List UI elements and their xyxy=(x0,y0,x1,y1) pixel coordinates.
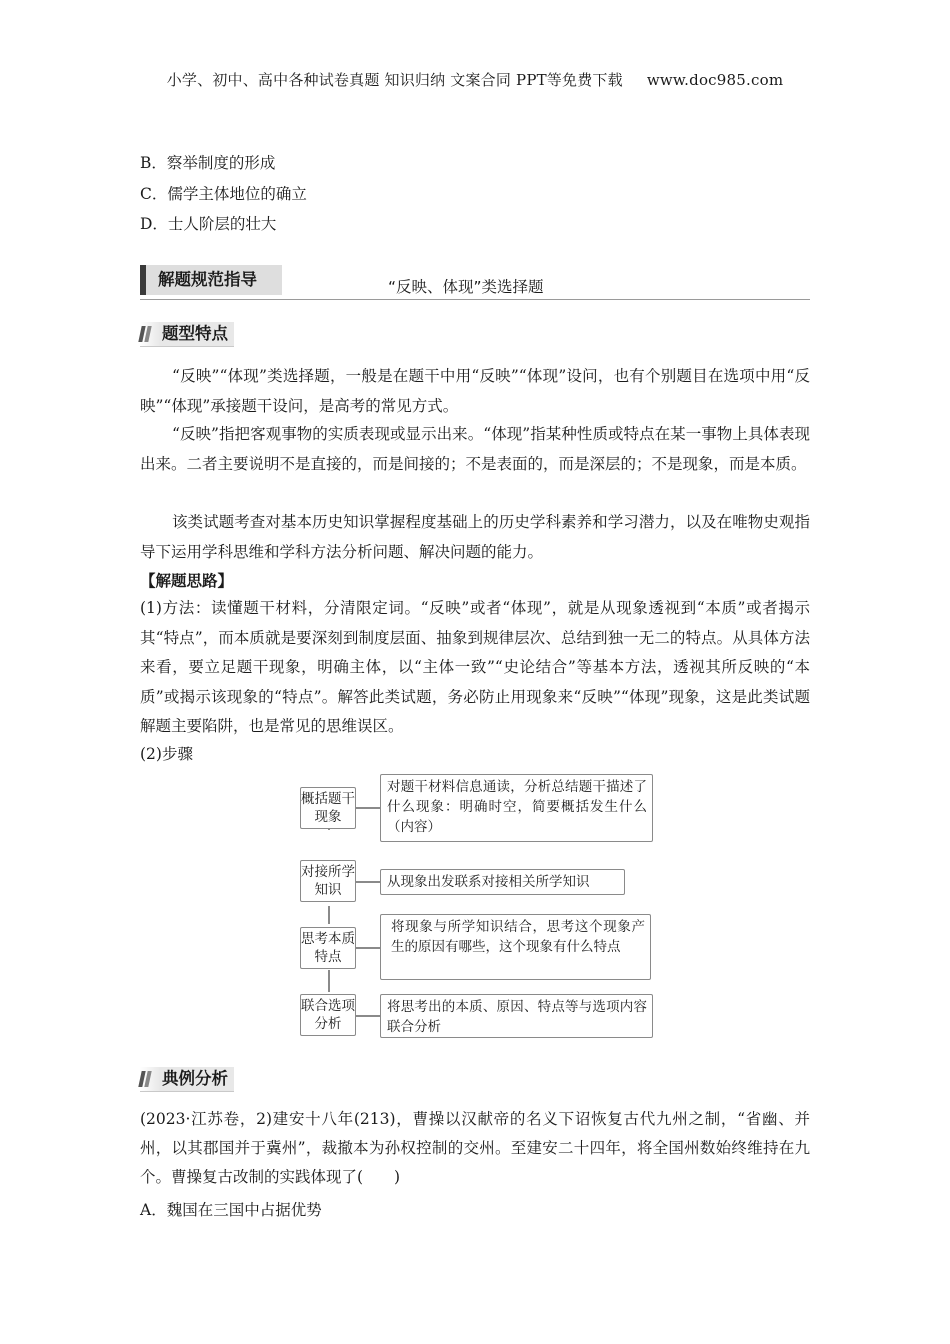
type-features-heading-text: 题型特点 xyxy=(162,324,228,343)
option-b: B．察举制度的形成 xyxy=(140,154,276,172)
flow-node-3: 思考本质特点 xyxy=(300,927,356,969)
example-heading-text: 典例分析 xyxy=(162,1069,228,1088)
feature-paragraph-1: “反映”“体现”类选择题，一般是在题干中用“反映”“体现”设问，也有个别题目在选项中用“反映”“体现”承接题干设问，是高考的常见方式。 xyxy=(140,367,810,415)
flow-connector xyxy=(328,906,330,924)
approach-method: (1)方法：读懂题干材料，分清限定词。“反映”或者“体现”，就是从现象透视到“本质”或者揭示其“特点”，而本质就是要深刻到制度层面、抽象到规律层次、总结到独一无二的特点。从具体方法来看，要立足题干现象，明确主体，以“主体一致”“史论结合”等基本方法，透视其所反映的“本质”或揭示该现象的“特点”。解答此类试题，务必防止用现象来“反映”“体现”现象，这是此类试题解题主要陷阱，也是常见的思维误区。 xyxy=(140,599,810,736)
section-bar xyxy=(140,263,810,300)
heading-marks-icon xyxy=(140,326,154,342)
flow-desc-1: 对题干材料信息通读，分析总结题干描述了什么现象：明确时空，简要概括发生什么（内容） xyxy=(380,774,653,842)
steps-flow-diagram xyxy=(300,770,655,1040)
section-tag: 解题规范指导 xyxy=(140,265,282,295)
example-heading xyxy=(140,1067,234,1092)
option-d: D．士人阶层的壮大 xyxy=(140,215,277,233)
example-option-a: A．魏国在三国中占据优势 xyxy=(140,1201,322,1219)
flow-link xyxy=(356,881,380,883)
flow-link xyxy=(356,807,380,809)
type-features-heading xyxy=(140,322,234,347)
flow-desc-3: 将现象与所学知识结合，思考这个现象产生的原因有哪些，这个现象有什么特点 xyxy=(380,914,651,980)
flow-desc-4: 将思考出的本质、原因、特点等与选项内容联合分析 xyxy=(380,994,653,1038)
feature-paragraph-2: “反映”指把客观事物的实质表现或显示出来。“体现”指某种性质或特点在某一事物上具体表现出来。二者主要说明不是直接的，而是间接的；不是表面的，而是深层的；不是现象，而是本质。 xyxy=(140,425,810,473)
section-subtitle: “反映、体现”类选择题 xyxy=(388,278,544,296)
example-question: (2023·江苏卷，2)建安十八年(213)，曹操以汉献帝的名义下诏恢复古代九州之制，“省幽、并州，以其郡国并于冀州”，裁撤本为孙权控制的交州。至建安二十四年，将全国州数始终维持在九个。曹操复古改制的实践体现了( ) xyxy=(140,1110,810,1186)
flow-node-2: 对接所学知识 xyxy=(300,860,356,902)
flow-connector xyxy=(328,970,330,992)
flow-link xyxy=(356,1015,380,1017)
header-site: www.doc985.com xyxy=(646,71,784,89)
steps-label: (2)步骤 xyxy=(140,745,193,763)
approach-label: 【解题思路】 xyxy=(140,572,234,590)
flow-node-1: 概括题干现象 xyxy=(300,787,356,829)
option-c: C．儒学主体地位的确立 xyxy=(140,185,307,203)
feature-paragraph-3: 该类试题考查对基本历史知识掌握程度基础上的历史学科素养和学习潜力，以及在唯物史观指导下运用学科思维和学科方法分析问题、解决问题的能力。 xyxy=(140,513,810,561)
header-text: 小学、初中、高中各种试卷真题 知识归纳 文案合同 PPT等免费下载 xyxy=(166,71,623,89)
flow-desc-2: 从现象出发联系对接相关所学知识 xyxy=(380,869,625,895)
flow-node-4: 联合选项分析 xyxy=(300,994,356,1036)
flow-link xyxy=(356,947,380,949)
heading-marks-icon xyxy=(140,1071,154,1087)
page-header xyxy=(0,69,950,90)
